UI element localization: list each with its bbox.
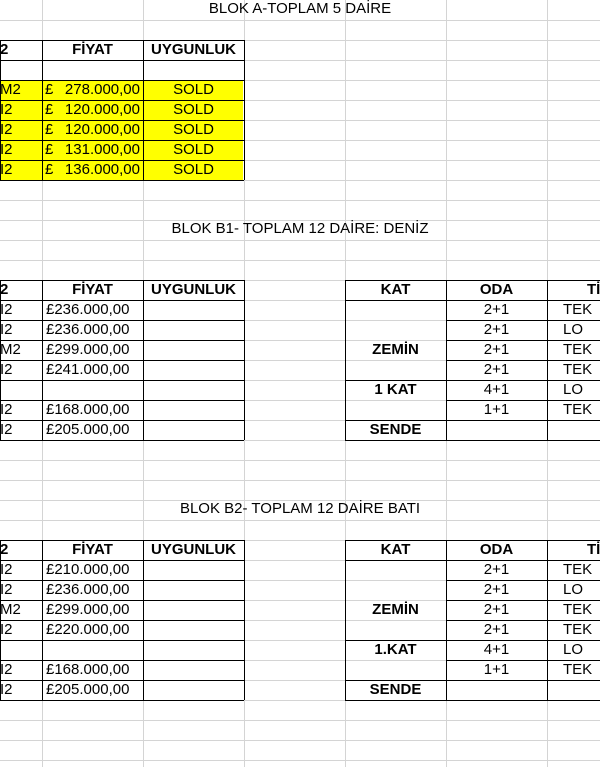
cell-fiyat[interactable]: £168.000,00 [46,401,130,418]
header-kat[interactable]: KAT [380,541,411,558]
cell-tip[interactable]: LO [563,321,584,338]
cell-uygunluk[interactable] [143,560,244,580]
cell-oda[interactable]: 2+1 [483,581,510,598]
table-border [0,700,244,701]
cell-m2[interactable]: M2 [0,341,21,358]
table-border [244,540,245,700]
cell-uygunluk[interactable] [143,600,244,620]
cell-oda[interactable]: 4+1 [483,381,510,398]
table-border [446,440,600,441]
cell-fiyat-symbol[interactable]: £ [45,161,54,178]
cell-m2[interactable]: I2 [0,661,13,678]
cell-tip[interactable] [563,420,600,440]
table-border [0,60,244,61]
cell-fiyat[interactable]: £205.000,00 [46,421,130,438]
cell-m2[interactable]: I2 [0,621,13,638]
cell-m2[interactable]: M2 [0,81,21,98]
cell-tip[interactable]: LO [563,581,584,598]
cell-fiyat-symbol[interactable]: £ [45,101,54,118]
header-tip[interactable]: Tİ [587,541,600,558]
cell-m2[interactable]: I2 [0,581,13,598]
gridline-row [0,200,600,201]
header-m2[interactable]: 2 [0,541,9,558]
cell-fiyat[interactable]: £236.000,00 [46,321,130,338]
cell-tip[interactable]: LO [563,641,584,658]
cell-m2[interactable]: I2 [0,401,13,418]
floor-label[interactable]: 1.KAT [374,641,417,658]
gridline-row [0,520,600,521]
gridline-row [0,260,600,261]
cell-uygunluk[interactable] [143,340,244,360]
cell-m2[interactable]: I2 [0,361,13,378]
cell-oda[interactable]: 2+1 [483,341,510,358]
header-oda[interactable]: ODA [479,541,514,558]
block-title: BLOK B1- TOPLAM 12 DAİRE: DENİZ [171,220,429,237]
cell-fiyat[interactable]: £220.000,00 [46,621,130,638]
cell-fiyat-amount[interactable]: 136.000,00 [64,161,140,178]
cell-uygunluk[interactable]: SOLD [173,141,214,158]
cell-oda[interactable] [446,420,547,440]
cell-tip[interactable]: TEK [563,601,593,618]
cell-uygunluk[interactable] [143,660,244,680]
cell-fiyat[interactable] [46,380,143,400]
table-border [0,180,244,181]
table-border [42,120,43,140]
gridline-row [0,460,600,461]
cell-tip[interactable]: LO [563,381,584,398]
table-border [42,140,43,160]
cell-tip[interactable]: TEK [563,361,593,378]
header-kat[interactable]: KAT [380,281,411,298]
block-title: BLOK B2- TOPLAM 12 DAİRE BATI [179,500,421,517]
gridline-row [0,740,600,741]
floor-label[interactable]: 1 KAT [374,381,417,398]
cell-uygunluk[interactable] [143,420,244,440]
gridline-row [0,720,600,721]
cell-m2[interactable]: I2 [0,141,13,158]
cell-tip[interactable]: TEK [563,301,593,318]
cell-fiyat[interactable]: £236.000,00 [46,301,130,318]
table-border [42,160,43,180]
cell-oda[interactable]: 4+1 [483,641,510,658]
header-fiyat[interactable]: FİYAT [72,41,113,58]
cell-tip[interactable]: TEK [563,621,593,638]
cell-fiyat-symbol[interactable]: £ [45,81,54,98]
header-uygunluk[interactable]: UYGUNLUK [151,281,236,298]
header-m2[interactable]: 2 [0,281,9,298]
header-fiyat[interactable]: FİYAT [72,281,113,298]
cell-fiyat-amount[interactable]: 120.000,00 [64,101,140,118]
cell-m2[interactable]: M2 [0,601,21,618]
cell-oda[interactable]: 2+1 [483,361,510,378]
header-uygunluk[interactable]: UYGUNLUK [151,41,236,58]
cell-uygunluk[interactable] [143,360,244,380]
cell-uygunluk[interactable] [143,400,244,420]
cell-uygunluk[interactable]: SOLD [173,81,214,98]
cell-oda[interactable]: 2+1 [483,621,510,638]
header-oda[interactable]: ODA [479,281,514,298]
cell-m2[interactable] [0,640,42,660]
cell-uygunluk[interactable] [143,300,244,320]
cell-uygunluk[interactable]: SOLD [173,121,214,138]
cell-tip[interactable]: TEK [563,561,593,578]
table-border [345,280,346,440]
cell-m2[interactable]: I2 [0,301,13,318]
cell-oda[interactable]: 2+1 [483,321,510,338]
cell-uygunluk[interactable] [143,580,244,600]
cell-fiyat-amount[interactable]: 278.000,00 [64,81,140,98]
cell-m2[interactable]: I2 [0,101,13,118]
cell-uygunluk[interactable] [143,620,244,640]
cell-tip[interactable]: TEK [563,341,593,358]
cell-fiyat-symbol[interactable]: £ [45,141,54,158]
cell-tip[interactable]: TEK [563,661,593,678]
cell-m2[interactable]: I2 [0,561,13,578]
cell-m2[interactable]: I2 [0,321,13,338]
cell-fiyat[interactable]: £168.000,00 [46,661,130,678]
cell-m2[interactable] [0,380,42,400]
cell-uygunluk[interactable] [143,680,244,700]
table-border [446,700,600,701]
cell-oda[interactable]: 1+1 [483,661,510,678]
table-border [244,40,245,180]
cell-oda[interactable]: 2+1 [483,301,510,318]
cell-oda[interactable] [446,680,547,700]
cell-fiyat[interactable]: £299.000,00 [46,601,130,618]
floor-label[interactable]: ZEMİN [372,601,419,618]
cell-fiyat[interactable]: £241.000,00 [46,361,130,378]
floor-label[interactable]: SENDE [369,421,422,438]
header-m2[interactable]: 2 [0,41,9,58]
table-border [244,280,245,440]
cell-fiyat[interactable]: £205.000,00 [46,681,130,698]
cell-fiyat[interactable]: £299.000,00 [46,341,130,358]
cell-m2[interactable]: I2 [0,681,13,698]
gridline-row [0,20,600,21]
gridline-row [0,760,600,761]
floor-label[interactable]: ZEMİN [372,341,419,358]
cell-uygunluk[interactable] [143,380,244,400]
cell-fiyat[interactable]: £210.000,00 [46,561,130,578]
cell-fiyat[interactable] [46,640,143,660]
cell-fiyat[interactable]: £236.000,00 [46,581,130,598]
cell-fiyat-amount[interactable]: 131.000,00 [64,141,140,158]
table-border [0,440,244,441]
cell-oda[interactable]: 1+1 [483,401,510,418]
cell-uygunluk[interactable] [143,640,244,660]
header-tip[interactable]: Tİ [587,281,600,298]
gridline-row [0,480,600,481]
cell-oda[interactable]: 2+1 [483,561,510,578]
cell-tip[interactable] [563,680,600,700]
cell-fiyat-amount[interactable]: 120.000,00 [64,121,140,138]
table-border [42,100,43,120]
cell-oda[interactable]: 2+1 [483,601,510,618]
cell-uygunluk[interactable]: SOLD [173,101,214,118]
cell-m2[interactable]: I2 [0,121,13,138]
cell-fiyat-symbol[interactable]: £ [45,121,54,138]
cell-m2[interactable]: I2 [0,161,13,178]
header-uygunluk[interactable]: UYGUNLUK [151,541,236,558]
cell-uygunluk[interactable]: SOLD [173,161,214,178]
cell-m2[interactable]: I2 [0,421,13,438]
floor-label[interactable]: SENDE [369,681,422,698]
cell-tip[interactable]: TEK [563,401,593,418]
table-border [42,80,43,100]
header-fiyat[interactable]: FİYAT [72,541,113,558]
gridline-row [0,240,600,241]
table-border [345,540,346,700]
cell-uygunluk[interactable] [143,320,244,340]
block-title: BLOK A-TOPLAM 5 DAİRE [208,0,392,17]
